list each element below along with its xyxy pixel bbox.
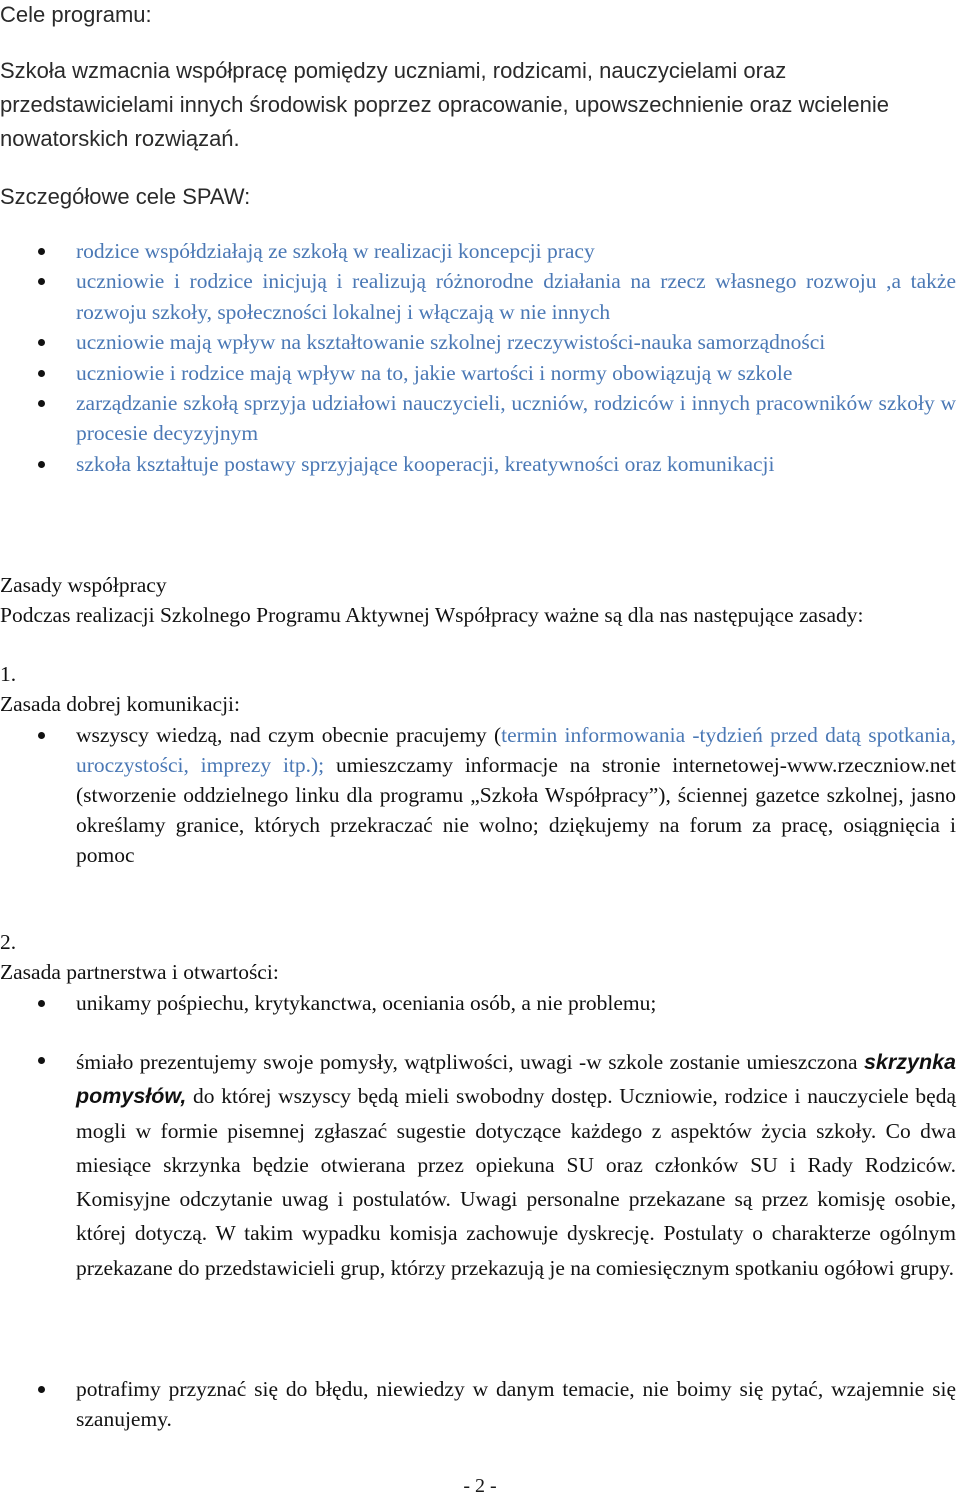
list-item: unikamy pośpiechu, krytykanctwa, oceniania osób, a nie problemu; [0, 988, 960, 1018]
bullet-icon [38, 248, 45, 255]
bullet-icon [38, 1386, 45, 1393]
rules-intro: Podczas realizacji Szkolnego Programu Aktywnej Współpracy ważne są dla nas następujące zasady: [0, 603, 864, 627]
goals-paragraph: Szkoła wzmacnia współpracę pomiędzy uczniami, rodzicami, nauczycielami oraz przedstawicielami innych środowisk poprzez opracowanie, upowszechnienie oraz wcielenie nowatorskich rozwiązań. [0, 58, 890, 151]
bullet-icon [38, 1000, 45, 1007]
list-item: uczniowie mają wpływ na kształtowanie szkolnej rzeczywistości-nauka samorządności [0, 327, 960, 357]
rule-number-1: 1. [0, 662, 17, 686]
section-heading-cooperation-rules: Zasady współpracy [0, 573, 167, 597]
list-item: uczniowie i rodzice inicjują i realizują różnorodne działania na rzecz własnego rozwoju ,a także rozwoju szkoły, społeczności lokalnej i włączają w nie innych [0, 266, 960, 327]
list-item: wszyscy wiedzą, nad czym obecnie pracujemy (termin informowania -tydzień przed datą spotkania, uroczystości, imprezy itp.); umieszczamy informacje na stronie internetowej-www.rzeczniow.net (stworzenie oddzielnego linku dla programu „Szkoła Współpracy”), ściennej gazetce szkolnej, jasno określamy granice, których przekraczać nie wolno; dziękujemy na forum za pracę, osiągnięcia i pomoc [0, 720, 960, 870]
partnership-rules-list [0, 988, 960, 1018]
bullet-icon [38, 732, 45, 739]
bullet-icon [38, 278, 45, 285]
bullet-icon [38, 1057, 45, 1064]
idea-box-emphasis: skrzynka pomysłów, [76, 1050, 956, 1109]
list-item: potrafimy przyznać się do błędu, niewiedzy w danym temacie, nie boimy się pytać, wzajemnie się szanujemy. [0, 1374, 960, 1434]
rule-title-partnership: Zasada partnerstwa i otwartości: [0, 960, 279, 984]
page-number: - 2 - [463, 1475, 497, 1497]
section-heading-goals: Cele programu: [0, 2, 152, 27]
list-item: zarządzanie szkołą sprzyja udziałowi nauczycieli, uczniów, rodziców i innych pracowników szkoły w procesie decyzyjnym [0, 388, 960, 449]
list-item: szkoła kształtuje postawy sprzyjające kooperacji, kreatywności oraz komunikacji [0, 449, 960, 479]
bullet-icon [38, 370, 45, 377]
bullet-icon [38, 400, 45, 407]
detailed-goals-list [0, 236, 960, 479]
partnership-rules-list-3 [0, 1374, 960, 1434]
partnership-rules-list-2 [0, 1045, 960, 1285]
list-item: uczniowie i rodzice mają wpływ na to, jakie wartości i normy obowiązują w szkole [0, 358, 960, 388]
bullet-icon [38, 461, 45, 468]
rule-number-2: 2. [0, 930, 17, 954]
section-heading-detailed-goals: Szczegółowe cele SPAW: [0, 184, 251, 209]
rule-title-communication: Zasada dobrej komunikacji: [0, 692, 241, 716]
communication-rules-list [0, 720, 960, 870]
bullet-icon [38, 339, 45, 346]
list-item: rodzice współdziałają ze szkołą w realizacji koncepcji pracy [0, 236, 960, 266]
list-item: śmiało prezentujemy swoje pomysły, wątpliwości, uwagi -w szkole zostanie umieszczona skrzynka pomysłów, do której wszyscy będą mieli swobodny dostęp. Uczniowie, rodzice i nauczyciele będą mogli w formie pisemnej zgłaszać sugestie dotyczące każdego z aspektów życia szkoły. Co dwa miesiące skrzynka będzie otwierana przez opiekuna SU oraz członków SU i Rady Rodziców. Komisyjne odczytanie uwag i postulatów. Uwagi personalne przekazane są przez komisję osobie, której dotyczą. W takim wypadku komisja zachowuje dyskrecję. Postulaty o charakterze ogólnym przekazane do przedstawicieli grup, którzy przekazują je na comiesięcznym spotkaniu ogółowi grupy. [0, 1045, 960, 1285]
